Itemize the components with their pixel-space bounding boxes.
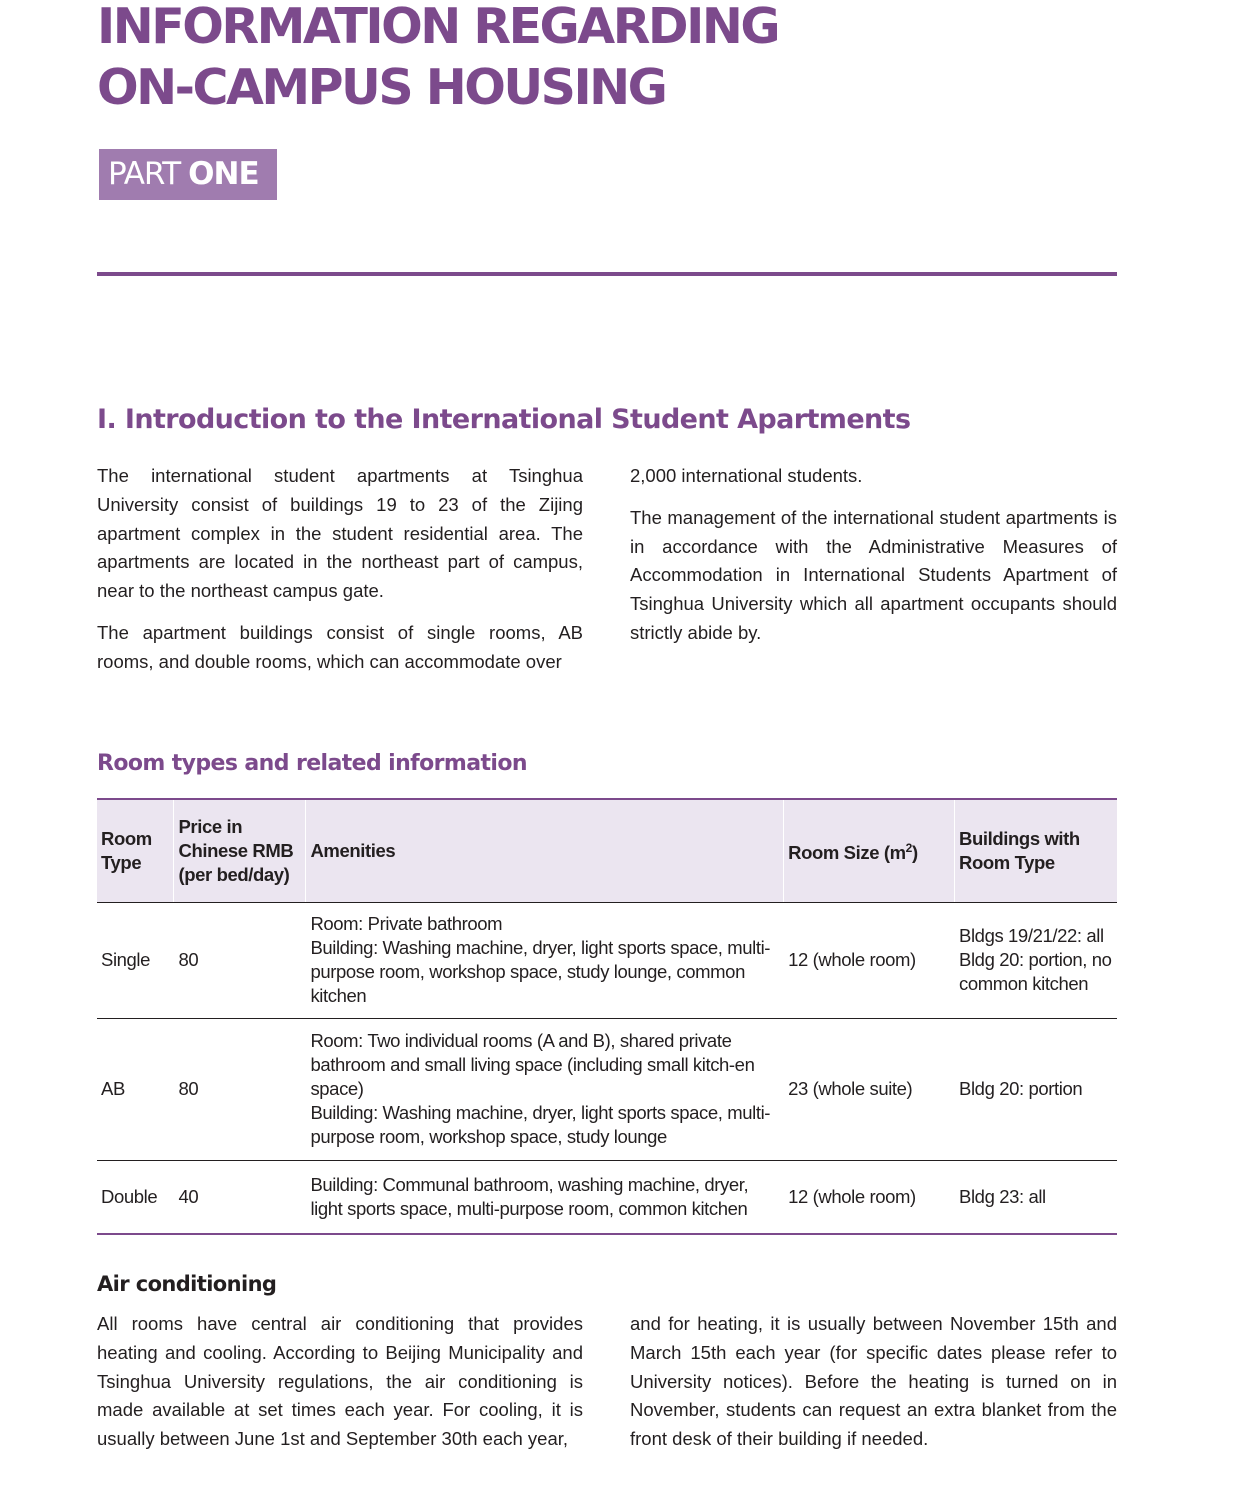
cell-room-type: Single: [97, 902, 174, 1018]
part-number: ONE: [188, 156, 259, 192]
column-header-room-size: Room Size $(m^2)$: [784, 799, 955, 902]
table-row: [97, 1160, 1117, 1234]
cell-room-size: 12 (whole room): [784, 902, 955, 1018]
air-conditioning-left-column: [97, 1310, 583, 1467]
cell-price: 40: [174, 1160, 306, 1234]
column-header-room-type: Room Type: [97, 799, 174, 902]
intro-paragraph: The apartment buildings consist of single rooms, AB rooms, and double rooms, which can accommodate over: [97, 621, 583, 672]
intro-paragraph: 2,000 international students.: [630, 465, 863, 486]
cell-price: 80: [174, 1018, 306, 1160]
cell-amenities: Building: Communal bathroom, washing machine, dryer, light sports space, multi-purpose room, common kitchen: [306, 1160, 784, 1234]
cell-amenities: Room: Two individual rooms (A and B), shared private bathroom and small living space (including small kitch-en space) Building: Washing machine, dryer, light sports space, multi-purpose room, workshop space, study lounge: [306, 1018, 784, 1160]
cell-price: 80: [174, 902, 306, 1018]
room-types-table: [97, 798, 1117, 1235]
column-header-amenities: Amenities: [306, 799, 784, 902]
cell-room-size: 12 (whole room): [784, 1160, 955, 1234]
table-header-row: [97, 799, 1117, 902]
table-row: [97, 1018, 1117, 1160]
intro-heading: I. Introduction to the International Student Apartments: [97, 404, 911, 435]
part-badge: [99, 149, 277, 200]
intro-left-column: [97, 462, 583, 690]
header-divider: [97, 272, 1117, 276]
air-conditioning-right-column: [630, 1310, 1117, 1467]
page-title-line-2: ON-CAMPUS HOUSING: [97, 59, 666, 116]
column-header-price: Price in Chinese RMB (per bed/day): [174, 799, 306, 902]
air-conditioning-paragraph: All rooms have central air conditioning that provides heating and cooling. According to Beijing Municipality and Tsinghua University regulations, the air conditioning is made available at set times each year. For cooling, it is usually between June 1st and September 30th each year,: [97, 1313, 583, 1450]
intro-paragraph: The international student apartments at Tsinghua University consist of buildings 19 to 23 of the Zijing apartment complex in the student residential area. The apartments are located in the northeast part of campus, near to the northeast campus gate.: [97, 465, 583, 602]
intro-paragraph: The management of the international student apartments is in accordance with the Administrative Measures of Accommodation in International Students Apartment of Tsinghua University which all apartment occupants should strictly abide by.: [630, 506, 1117, 643]
room-types-heading: Room types and related information: [97, 751, 527, 776]
cell-room-size: 23 (whole suite): [784, 1018, 955, 1160]
cell-room-type: AB: [97, 1018, 174, 1160]
column-header-buildings: Buildings with Room Type: [955, 799, 1117, 902]
cell-room-type: Double: [97, 1160, 174, 1234]
page-title-line-1: INFORMATION REGARDING: [97, 0, 779, 55]
air-conditioning-paragraph: and for heating, it is usually between November 15th and March 15th each year (for specific dates please refer to University notices). Before the heating is turned on in November, students can request an extra blanket from the front desk of their building if needed.: [630, 1313, 1117, 1450]
cell-buildings: Bldg 20: portion: [955, 1018, 1117, 1160]
air-conditioning-heading: Air conditioning: [97, 1272, 277, 1296]
part-label: PART: [108, 156, 181, 192]
cell-buildings: Bldg 23: all: [955, 1160, 1117, 1234]
table-row: [97, 902, 1117, 1018]
cell-amenities: Room: Private bathroom Building: Washing machine, dryer, light sports space, multi-purpose room, workshop space, study lounge, common kitchen: [306, 902, 784, 1018]
intro-right-column: [630, 462, 1117, 661]
page-title: [97, 0, 1097, 118]
cell-buildings: Bldgs 19/21/22: all Bldg 20: portion, no common kitchen: [955, 902, 1117, 1018]
